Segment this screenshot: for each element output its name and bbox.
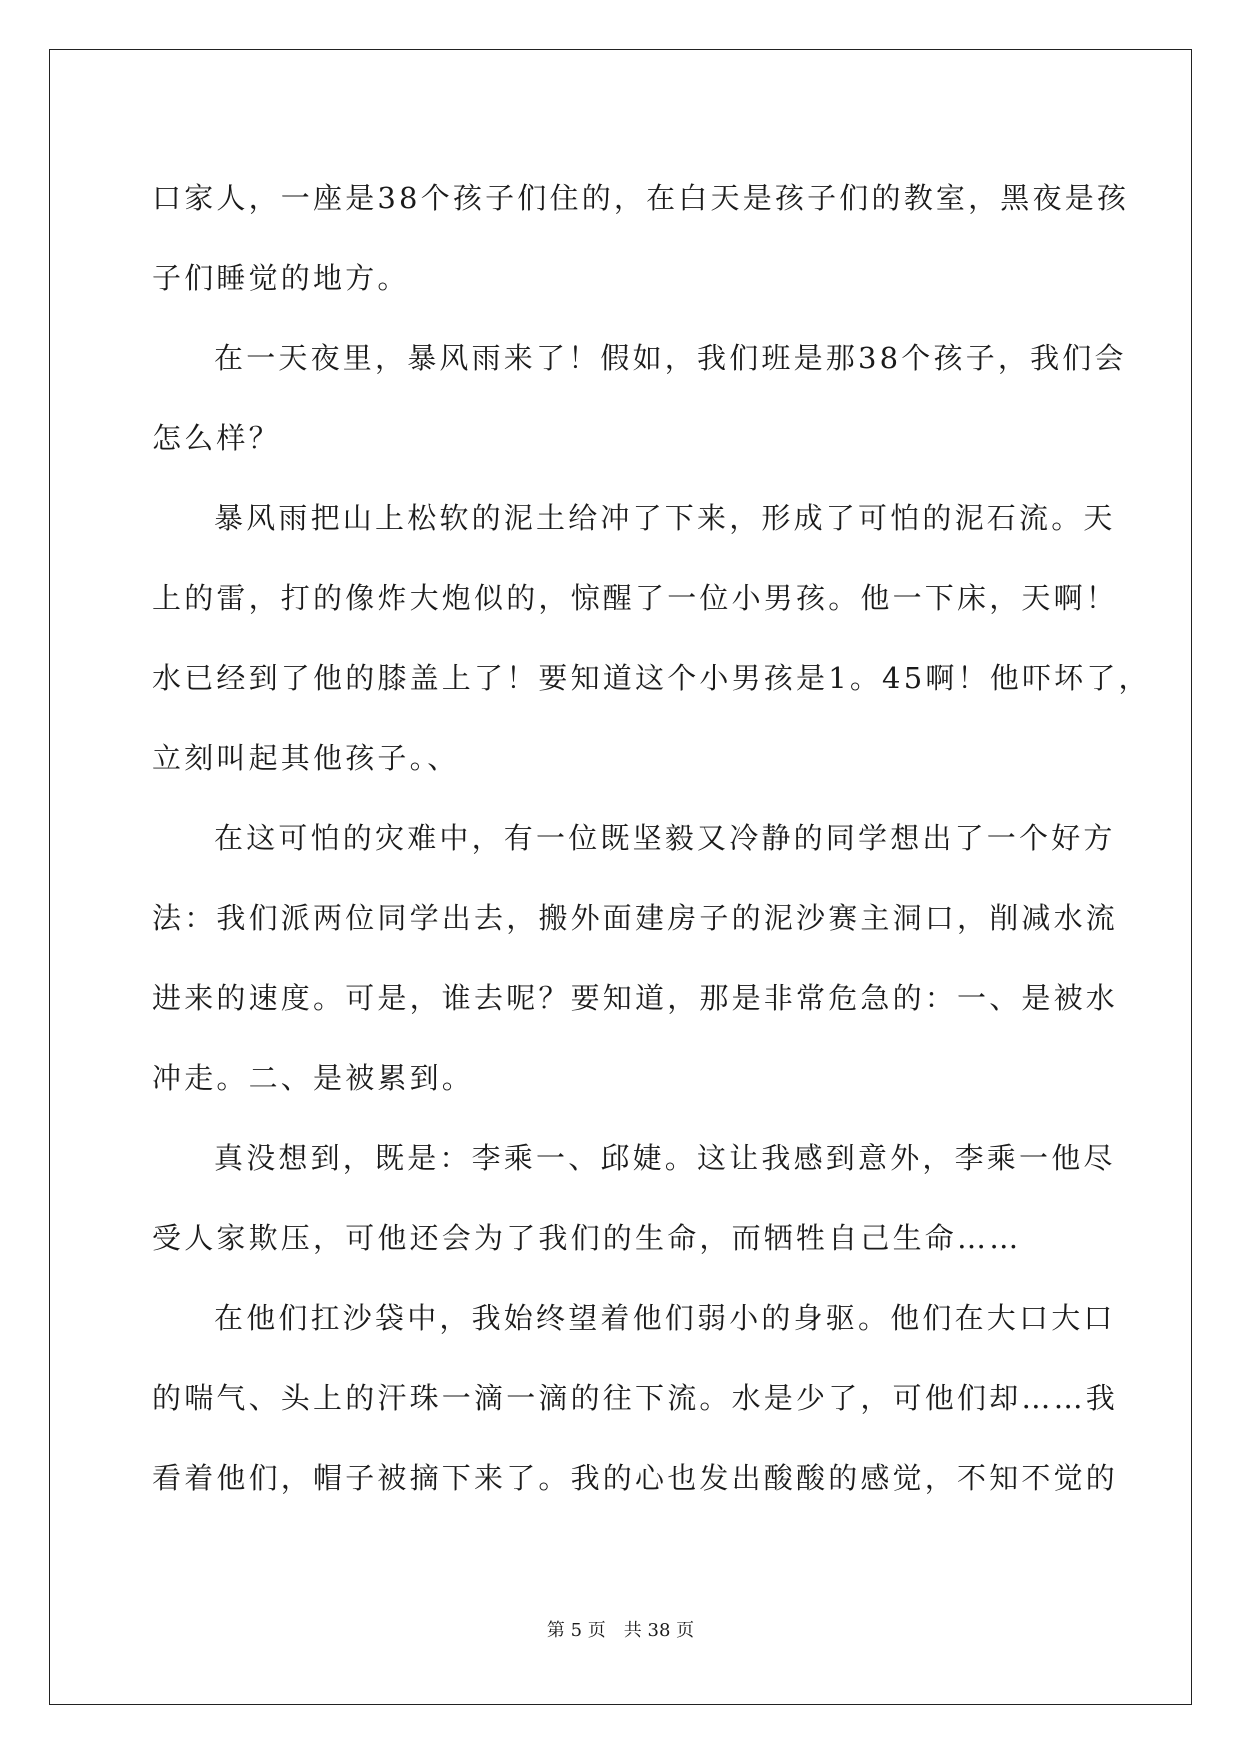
text-line: 法：我们派两位同学出去，搬外面建房子的泥沙赛主洞口，削减水流: [152, 901, 1119, 935]
text-line: 在这可怕的灾难中，有一位既坚毅又冷静的同学想出了一个好方: [214, 821, 1116, 855]
text-line: 子们睡觉的地方。: [152, 261, 410, 295]
text-line: 暴风雨把山上松软的泥土给冲了下来，形成了可怕的泥石流。天: [214, 501, 1116, 535]
text-line: 在一天夜里，暴风雨来了！假如，我们班是那38个孩子，我们会: [214, 341, 1127, 375]
text-line: 立刻叫起其他孩子。、: [152, 741, 460, 775]
text-line: 怎么样？: [152, 421, 281, 455]
text-line: 水已经到了他的膝盖上了！要知道这个小男孩是1。45啊！他吓坏了，: [152, 661, 1151, 695]
text-line: 口家人，一座是38个孩子们住的，在白天是孩子们的教室，黑夜是孩: [152, 181, 1130, 215]
text-line: 看着他们，帽子被摘下来了。我的心也发出酸酸的感觉，不知不觉的: [152, 1461, 1119, 1495]
text-line: 进来的速度。可是，谁去呢？要知道，那是非常危急的：一、是被水: [152, 981, 1119, 1015]
text-line: 上的雷，打的像炸大炮似的，惊醒了一位小男孩。他一下床，天啊！: [152, 581, 1119, 615]
text-line: 真没想到，既是：李乘一、邱婕。这让我感到意外，李乘一他尽: [214, 1141, 1116, 1175]
page-number: 第 5 页 共 38 页: [546, 1620, 695, 1641]
document-body: [152, 158, 1151, 1518]
text-line: 在他们扛沙袋中，我始终望着他们弱小的身驱。他们在大口大口: [214, 1301, 1116, 1335]
text-line: 冲走。二、是被累到。: [152, 1061, 475, 1095]
text-line: 的喘气、头上的汗珠一滴一滴的往下流。水是少了，可他们却……我: [152, 1381, 1119, 1415]
text-line: 受人家欺压，可他还会为了我们的生命，而牺牲自己生命……: [152, 1221, 1022, 1255]
